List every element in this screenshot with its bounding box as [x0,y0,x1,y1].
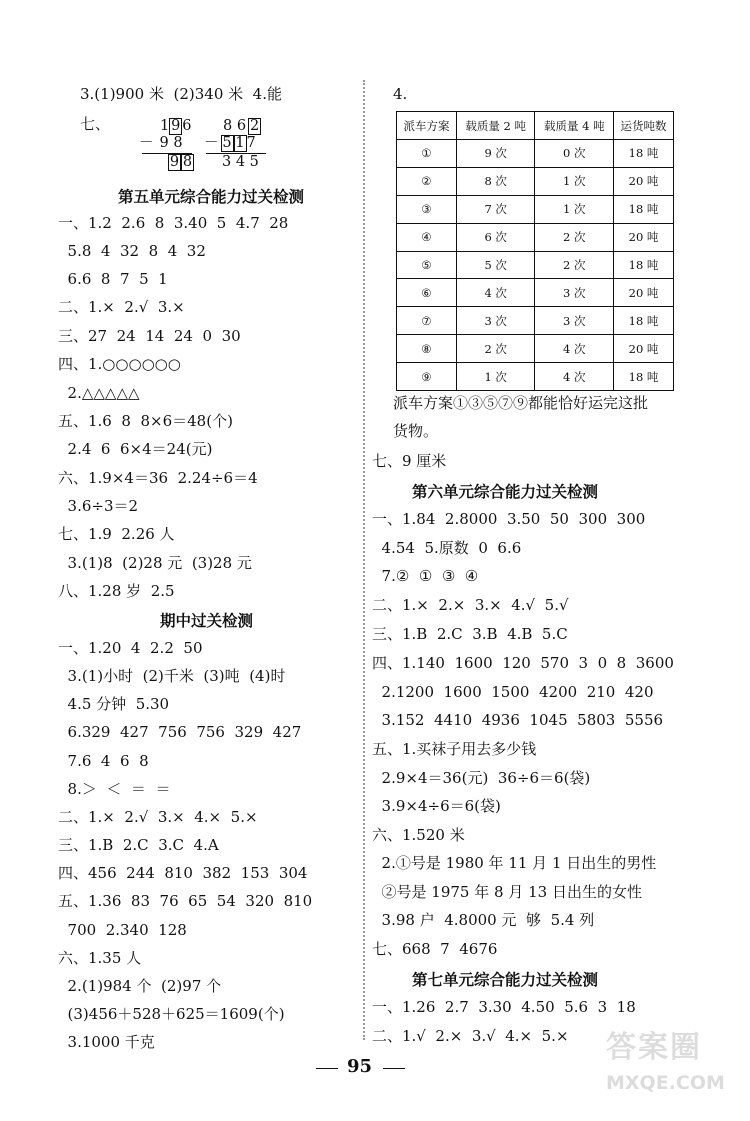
table-cell: ⑥ [397,279,457,307]
table-cell: 6 次 [456,223,535,251]
digit: 7 [246,135,256,151]
table-header-row [397,112,674,140]
answer-line: 一、1.20 4 2.2 50 [58,639,203,657]
question-label: 4. [393,85,408,103]
table-cell: 20 吨 [614,279,674,307]
answer-line: 一、1.84 2.8000 3.50 50 300 300 [372,510,646,528]
answer-line: 2.4 6 6×4＝24(元) [58,440,213,458]
answer-line: 4.54 5.原数 0 6.6 [372,539,522,557]
blank-box: 8 [182,154,193,170]
answer-line: 2.△△△△△ [58,384,140,402]
answer-line: 三、1.B 2.C 3.B 4.B 5.C [372,625,568,643]
table-cell: 18 吨 [614,195,674,223]
table-cell: 8 次 [456,167,535,195]
divider [363,80,365,1040]
answer-line: 派车方案①③⑤⑦⑨都能恰好运完这批 [393,394,649,412]
answer-line: 七、668 7 4676 [372,940,498,958]
answer-line: 六、1.520 米 [372,826,465,844]
answer-line: 2.(1)984 个 (2)97 个 [58,977,222,995]
answer-line: 2.9×4＝36(元) 36÷6＝6(袋) [372,769,591,787]
table-row [397,279,674,307]
unit7-title: 第七单元综合能力过关检测 [412,971,599,989]
answer-line: 4.5 分钟 5.30 [58,695,170,713]
answer-line: 3.(1)小时 (2)千米 (3)吨 (4)时 [58,667,286,685]
page-number: 95 [347,1056,373,1077]
table-cell: 18 吨 [614,363,674,391]
answer-line: 8.＞ ＜ ＝ ＝ [58,780,171,798]
answer-line: 一、1.2 2.6 8 3.40 5 4.7 28 [58,214,289,232]
answer-line: 六、1.35 人 [58,949,142,967]
blank-box: 5 [222,135,232,151]
minus-sign: － [139,135,154,151]
table-cell: 1 次 [535,167,614,195]
answer-line: 七、1.9 2.26 人 [58,525,175,543]
table-cell: 18 吨 [614,307,674,335]
answer-line: 7.6 4 6 8 [58,752,149,770]
table-cell: ⑨ [397,363,457,391]
table-row [397,307,674,335]
table-cell: ② [397,167,457,195]
table-cell: 20 吨 [614,167,674,195]
answer-line: 3.(1)8 (2)28 元 (3)28 元 [58,554,252,572]
answer-line: 一、1.26 2.7 3.30 4.50 5.6 3 18 [372,998,636,1016]
section-label: 七、 [80,115,111,133]
table-cell: 4 次 [456,279,535,307]
table-header: 运货吨数 [614,112,674,140]
table-header: 派车方案 [397,112,457,140]
table-cell: 3 次 [535,279,614,307]
answer-line: 3.152 4410 4936 1045 5803 5556 [372,711,664,729]
digit: 1 [160,118,170,134]
table-cell: 3 次 [456,307,535,335]
answer-line: 3.6÷3＝2 [58,497,139,515]
answer-line: 5.8 4 32 8 4 32 [58,242,206,260]
table-cell: 0 次 [535,140,614,168]
midterm-title: 期中过关检测 [160,612,254,630]
answer-line: 二、1.× 2.√ 3.× 4.× 5.× [58,808,258,826]
table-cell: 9 次 [456,140,535,168]
answer-line: 五、1.买袜子用去多少钱 [372,740,537,758]
table-cell: 3 次 [535,307,614,335]
table-cell: ⑦ [397,307,457,335]
answer-line: 3.1000 千克 [58,1033,155,1051]
table-cell: 18 吨 [614,251,674,279]
table-cell: ④ [397,223,457,251]
answer-line: 三、1.B 2.C 3.C 4.A [58,836,219,854]
table-cell: ⑧ [397,335,457,363]
table-header: 载质量 2 吨 [456,112,535,140]
table-header: 载质量 4 吨 [535,112,614,140]
answer-line: 3.98 户 4.8000 元 够 5.4 列 [372,911,595,929]
table-row [397,140,674,168]
answer-line: 七、9 厘米 [372,452,447,470]
unit5-title: 第五单元综合能力过关检测 [118,188,305,206]
blank-box: 9 [169,154,180,170]
answer-line: 3.(1)900 米 (2)340 米 4.能 [80,85,282,103]
answer-line: 6.6 8 7 5 1 [58,270,168,288]
answer-line: 五、1.36 83 76 65 54 320 810 [58,892,313,910]
watermark-logo [606,1022,740,1114]
table-cell: 4 次 [535,335,614,363]
table-cell: 4 次 [535,363,614,391]
table-cell: ③ [397,195,457,223]
answer-line: 二、1.× 2.× 3.× 4.√ 5.√ [372,596,569,614]
table-cell: 20 吨 [614,335,674,363]
watermark-url: MXQE.COM [606,1072,725,1094]
table-row [397,195,674,223]
minus-sign: － [204,135,219,151]
answer-line: 二、1.√ 2.× 3.√ 4.× 5.× [372,1027,569,1045]
table-row [397,335,674,363]
answer-line: 二、1.× 2.√ 3.× [58,298,185,316]
answer-line: 2.1200 1600 1500 4200 210 420 [372,683,654,701]
answer-line: 四、1.140 1600 120 570 3 0 8 3600 [372,654,674,672]
table-row [397,223,674,251]
answer-line: 6.329 427 756 756 329 427 [58,723,302,741]
answer-line: 四、1.○○○○○○ [58,355,181,373]
watermark-text: 答案圈 [606,1030,702,1065]
table-cell: 1 次 [535,195,614,223]
table-cell: 7 次 [456,195,535,223]
answer-line: 7.② ① ③ ④ [372,567,479,585]
table-cell: 18 吨 [614,140,674,168]
blank-box: 2 [249,118,260,134]
table-row [397,251,674,279]
table-cell: 5 次 [456,251,535,279]
subtrahend: 9 8 [159,135,183,151]
digit: 8 [223,118,233,134]
table-cell: 2 次 [456,335,535,363]
answer-line: 700 2.340 128 [58,921,187,939]
answer-line: 五、1.6 8 8×6＝48(个) [58,412,233,430]
table-cell: 1 次 [456,363,535,391]
page-number-dash-right [383,1068,405,1069]
dispatch-table [396,111,674,391]
table-row [397,363,674,391]
unit6-title: 第六单元综合能力过关检测 [412,483,599,501]
page-number-dash-left [316,1068,338,1069]
table-cell: 2 次 [535,251,614,279]
table-row [397,167,674,195]
answer-line: 三、27 24 14 24 0 30 [58,327,241,345]
table-cell: ① [397,140,457,168]
blank-box: 1 [235,135,245,151]
digit: 6 [236,118,247,134]
answer-line: 3.9×4÷6＝6(袋) [372,797,501,815]
answer-line: ②号是 1975 年 8 月 13 日出生的女性 [372,883,642,901]
answer-line: (3)456＋528＋625＝1609(个) [58,1005,285,1023]
answer-line: 2.①号是 1980 年 11 月 1 日出生的男性 [372,854,657,872]
answer-line: 六、1.9×4＝36 2.24÷6＝4 [58,469,258,487]
calc-result: 3 4 5 [222,154,259,170]
answer-line: 四、456 244 810 382 153 304 [58,864,308,882]
answer-line: 八、1.28 岁 2.5 [58,582,175,600]
table-cell: 2 次 [535,223,614,251]
table-cell: 20 吨 [614,223,674,251]
table-cell: ⑤ [397,251,457,279]
digit: 6 [182,118,192,134]
blank-box: 9 [171,118,181,134]
answer-line: 货物。 [393,422,439,440]
